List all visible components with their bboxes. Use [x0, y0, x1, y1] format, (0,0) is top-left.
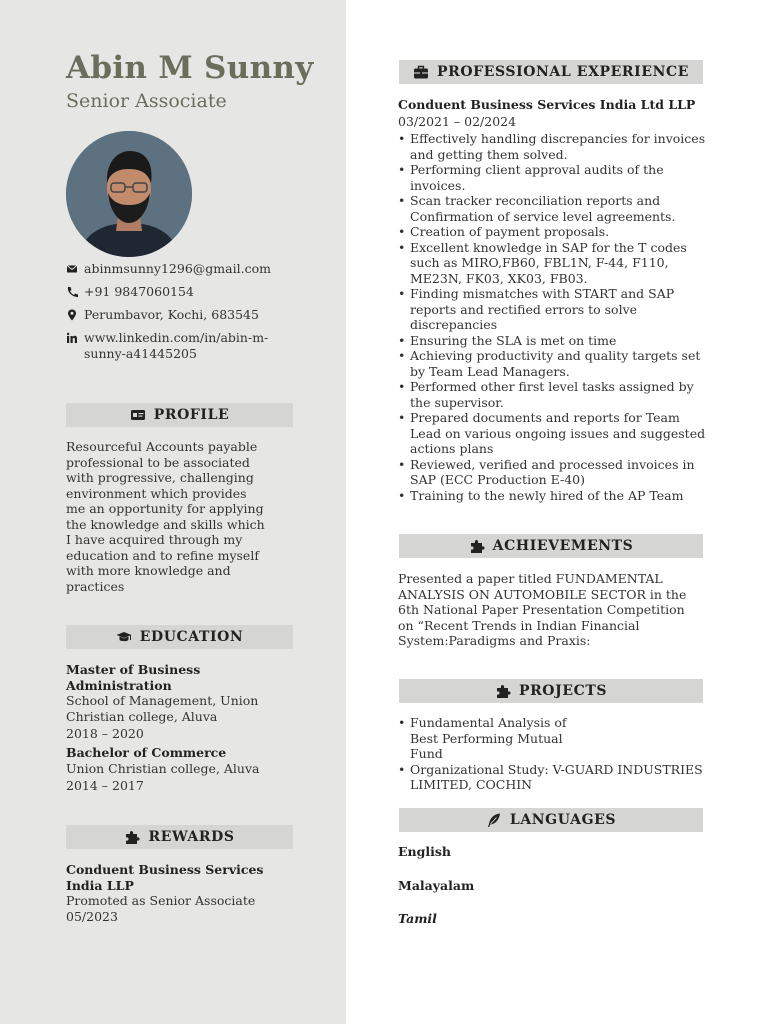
list-item: • Fundamental Analysis of Best Performing Mutual Fund	[398, 715, 598, 762]
briefcase-icon	[413, 64, 429, 80]
experience-header	[398, 97, 706, 129]
list-item: • Finding mismatches with START and SAP reports and rectified errors to solve discrepancies	[398, 286, 706, 333]
education-dates: 2018 – 2020	[66, 726, 144, 741]
list-item: • Performing client approval audits of the invoices.	[398, 162, 706, 193]
experience-heading-label: PROFESSIONAL EXPERIENCE	[437, 64, 689, 80]
list-item: • Scan tracker reconciliation reports and Confirmation of service level agreements.	[398, 193, 706, 224]
experience-company: Conduent Business Services India Ltd LLP	[398, 97, 696, 112]
language-item: Malayalam	[398, 878, 475, 893]
feather-icon	[486, 812, 502, 828]
experience-dates: 03/2021 – 02/2024	[398, 113, 517, 129]
projects-heading	[399, 679, 703, 703]
list-item: • Reviewed, verified and processed invoices in SAP (ECC Production E-40)	[398, 457, 706, 488]
linkedin-icon	[66, 332, 78, 344]
profile-heading-label: PROFILE	[153, 407, 230, 423]
list-item: • Ensuring the SLA is met on time	[398, 333, 706, 349]
achievements-heading-label: ACHIEVEMENTS	[492, 538, 634, 554]
list-item: • Excellent knowledge in SAP for the T codes such as MIRO,FB60, FBL1N, F-44, F110, ME23N, FK03, XK03, FB03.	[398, 240, 706, 287]
rewards-date: 05/2023	[66, 908, 118, 924]
list-item: • Performed other first level tasks assigned by the supervisor.	[398, 379, 706, 410]
phone-icon	[66, 286, 78, 298]
list-item: • Achieving productivity and quality targets set by Team Lead Managers.	[398, 348, 706, 379]
rewards-detail: Promoted as Senior Associate	[66, 893, 256, 908]
education-school: Union Christian college, Aluva	[66, 760, 260, 776]
rewards-item	[66, 862, 296, 924]
location-text: Perumbavor, Kochi, 683545	[84, 307, 259, 322]
education-degree: Master of Business Administration	[66, 662, 201, 693]
map-pin-icon	[66, 309, 78, 321]
list-item: • Prepared documents and reports for Team Lead on various ongoing issues and suggested actions plans	[398, 410, 706, 457]
envelope-icon	[66, 263, 78, 275]
education-heading-label: EDUCATION	[139, 629, 244, 645]
languages-heading-label: LANGUAGES	[509, 812, 617, 828]
avatar	[66, 131, 192, 257]
achievements-heading	[399, 534, 703, 558]
language-item: Tamil	[398, 911, 437, 926]
education-dates: 2014 – 2017	[66, 778, 144, 793]
rewards-company: Conduent Business Services India LLP	[66, 862, 264, 893]
projects-heading-label: PROJECTS	[518, 683, 608, 699]
profile-text: Resourceful Accounts payable professional to be associated with progressive, challenging environment which provides me an opportunity for applying the knowledge and skills which I have acquired through my education and to refine myself with more knowledge and practices	[66, 439, 265, 594]
puzzle-piece-icon	[495, 683, 511, 699]
education-school: School of Management, Union Christian college, Aluva	[66, 693, 259, 724]
graduation-cap-icon	[116, 629, 132, 645]
experience-bullets	[398, 131, 706, 503]
candidate-name: Abin M Sunny	[66, 50, 314, 86]
education-heading	[66, 625, 293, 649]
experience-heading	[399, 60, 703, 84]
rewards-heading	[66, 825, 293, 849]
list-item: • Training to the newly hired of the AP Team	[398, 488, 706, 504]
rewards-heading-label: REWARDS	[148, 829, 235, 845]
education-item	[66, 662, 296, 742]
id-card-icon	[130, 407, 146, 423]
phone-text: +91 9847060154	[84, 284, 194, 299]
language-item: English	[398, 844, 451, 859]
achievements-text: Presented a paper titled FUNDAMENTAL ANALYSIS ON AUTOMOBILE SECTOR in the 6th National Paper Presentation Competition on “Recent Trends in Indian Financial System:Paradigms and Praxis:	[398, 571, 687, 648]
list-item: • Creation of payment proposals.	[398, 224, 706, 240]
puzzle-piece-icon	[124, 829, 140, 845]
education-item	[66, 745, 296, 794]
email-text: abinmsunny1296@gmail.com	[84, 261, 271, 276]
linkedin-text: www.linkedin.com/in/abin-m-sunny-a41445205	[84, 330, 269, 361]
list-item: • Effectively handling discrepancies for invoices and getting them solved.	[398, 131, 706, 162]
languages-heading	[399, 808, 703, 832]
projects-list	[398, 715, 706, 793]
education-degree: Bachelor of Commerce	[66, 745, 227, 760]
profile-heading	[66, 403, 293, 427]
list-item: • Organizational Study: V-GUARD INDUSTRIES LIMITED, COCHIN	[398, 762, 706, 793]
puzzle-piece-icon	[469, 538, 485, 554]
candidate-role: Senior Associate	[66, 90, 227, 112]
